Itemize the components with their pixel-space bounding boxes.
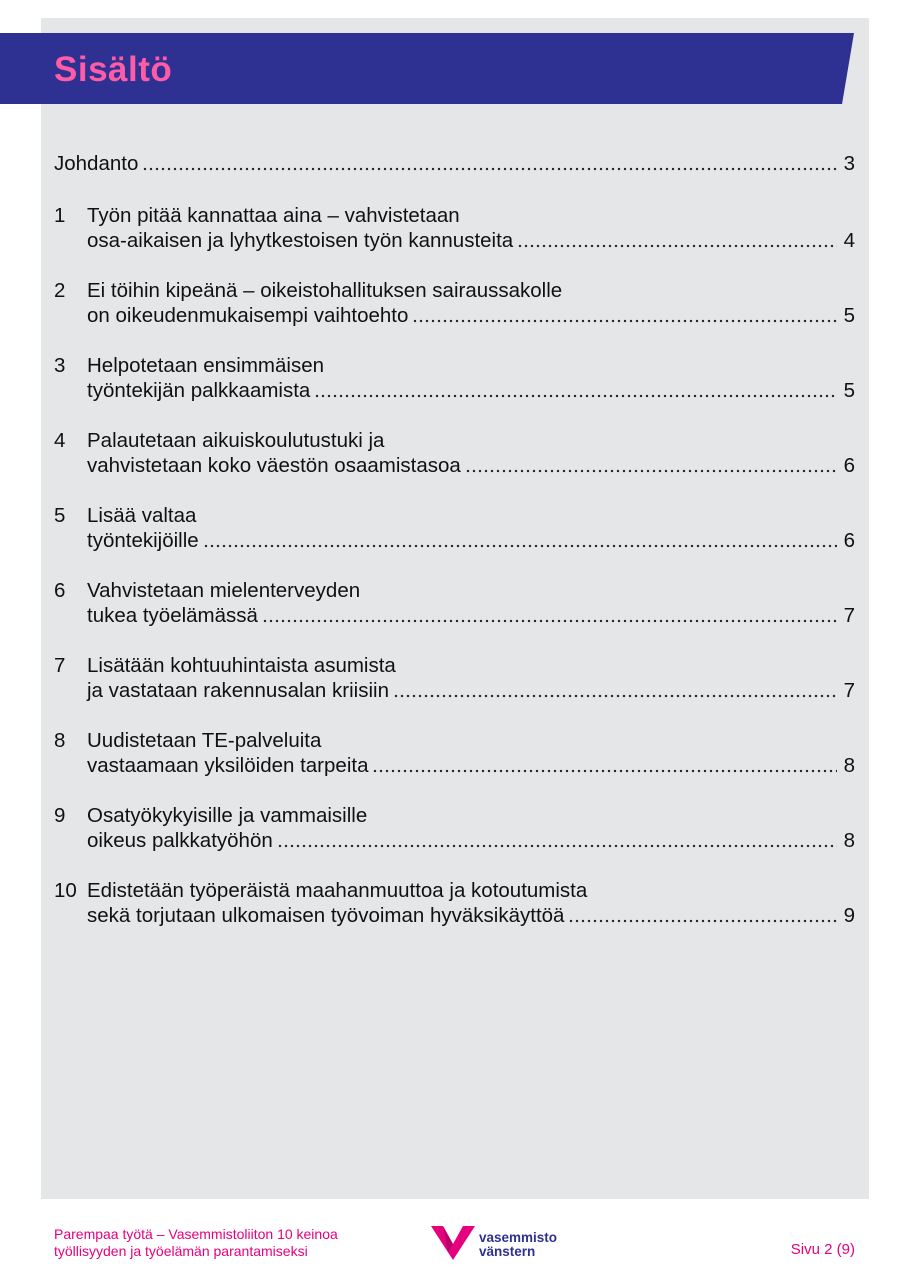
- toc-number: 1: [54, 204, 66, 227]
- toc-entry-10[interactable]: [54, 878, 855, 928]
- toc-entry-title: Osatyökykyisille ja vammaisille: [87, 804, 368, 827]
- dot-leader: [568, 919, 837, 923]
- toc-entry-title-cont: on oikeudenmukaisempi vaihtoehto: [87, 304, 409, 327]
- footer-title-line: Parempaa työtä – Vasemmistoliiton 10 keinoa: [54, 1226, 338, 1242]
- toc-entry-title-cont: tukea työelämässä: [87, 604, 258, 627]
- toc-entry-title: Vahvistetaan mielenterveyden: [87, 579, 361, 602]
- toc-number: 9: [54, 804, 66, 827]
- dot-leader: [142, 167, 837, 171]
- toc-entry-title-cont: työntekijöille: [87, 529, 199, 552]
- dot-leader: [412, 319, 837, 323]
- toc-number: 7: [54, 654, 66, 677]
- toc-entry-4[interactable]: [54, 428, 855, 478]
- toc-entry-title: Uudistetaan TE-palveluita: [87, 729, 322, 752]
- dot-leader: [393, 694, 837, 698]
- toc-entry-2[interactable]: [54, 278, 855, 328]
- toc-entry-title: Ei töihin kipeänä – oikeistohallituksen sairaussakolle: [87, 279, 563, 302]
- logo-text-line: vänstern: [479, 1244, 536, 1259]
- toc-entry-1[interactable]: [54, 203, 855, 253]
- dot-leader: [314, 394, 837, 398]
- toc-page-number: 9: [843, 904, 855, 927]
- toc-page-number: 6: [843, 529, 855, 552]
- dot-leader: [203, 544, 837, 548]
- vasemmisto-logo: [431, 1224, 576, 1264]
- toc-entry-title-cont: osa-aikaisen ja lyhytkestoisen työn kannusteita: [87, 229, 514, 252]
- toc-number: 2: [54, 279, 66, 302]
- toc-entry-title: Palautetaan aikuiskoulutustuki ja: [87, 429, 385, 452]
- toc-page-number: 5: [843, 379, 855, 402]
- logo-wordmark: [479, 1231, 557, 1259]
- toc-entry-6[interactable]: [54, 578, 855, 628]
- toc-entry-title-cont: vahvistetaan koko väestön osaamistasoa: [87, 454, 461, 477]
- footer-publication-title: [54, 1226, 414, 1260]
- dot-leader: [372, 769, 837, 773]
- toc-entry-title: Edistetään työperäistä maahanmuuttoa ja kotoutumista: [87, 879, 588, 902]
- toc-page-number: 5: [843, 304, 855, 327]
- toc-number: 6: [54, 579, 66, 602]
- toc-entry-intro[interactable]: [54, 151, 855, 176]
- toc-entry-title-cont: oikeus palkkatyöhön: [87, 829, 273, 852]
- toc-page-number: 4: [843, 229, 855, 252]
- toc-entry-title-cont: työntekijän palkkaamista: [87, 379, 311, 402]
- toc-page-number: 8: [843, 829, 855, 852]
- logo-v-icon: [431, 1226, 475, 1260]
- toc-entry-title: Helpotetaan ensimmäisen: [87, 354, 325, 377]
- dot-leader: [517, 244, 837, 248]
- dot-leader: [277, 844, 837, 848]
- toc-number: 3: [54, 354, 66, 377]
- toc-number: 4: [54, 429, 66, 452]
- toc-page-number: 6: [843, 454, 855, 477]
- toc-entry-5[interactable]: [54, 503, 855, 553]
- toc-entry-title: Lisää valtaa: [87, 504, 197, 527]
- toc-number: 8: [54, 729, 66, 752]
- toc-entry-9[interactable]: [54, 803, 855, 853]
- toc-entry-3[interactable]: [54, 353, 855, 403]
- footer-title-line: työllisyyden ja työelämän parantamiseksi: [54, 1243, 308, 1259]
- toc-number: 10: [54, 879, 77, 902]
- toc-entry-title-cont: sekä torjutaan ulkomaisen työvoiman hyväksikäyttöä: [87, 904, 565, 927]
- logo-text-line: vasemmisto: [479, 1230, 558, 1245]
- toc-entry-7[interactable]: [54, 653, 855, 703]
- toc-entry-title: Lisätään kohtuuhintaista asumista: [87, 654, 396, 677]
- toc-page-number: 3: [843, 152, 855, 175]
- toc-entry-title-cont: ja vastataan rakennusalan kriisiin: [87, 679, 389, 702]
- toc-page-number: 7: [843, 679, 855, 702]
- toc-page-number: 7: [843, 604, 855, 627]
- page-title: Sisältö: [54, 50, 173, 89]
- page-indicator: Sivu 2 (9): [790, 1241, 855, 1258]
- toc-page-number: 8: [843, 754, 855, 777]
- toc-entry-8[interactable]: [54, 728, 855, 778]
- dot-leader: [465, 469, 837, 473]
- toc-entry-title: Johdanto: [54, 152, 139, 175]
- toc-entry-title-cont: vastaamaan yksilöiden tarpeita: [87, 754, 369, 777]
- toc-entry-title: Työn pitää kannattaa aina – vahvistetaan: [87, 204, 460, 227]
- dot-leader: [262, 619, 837, 623]
- toc-number: 5: [54, 504, 66, 527]
